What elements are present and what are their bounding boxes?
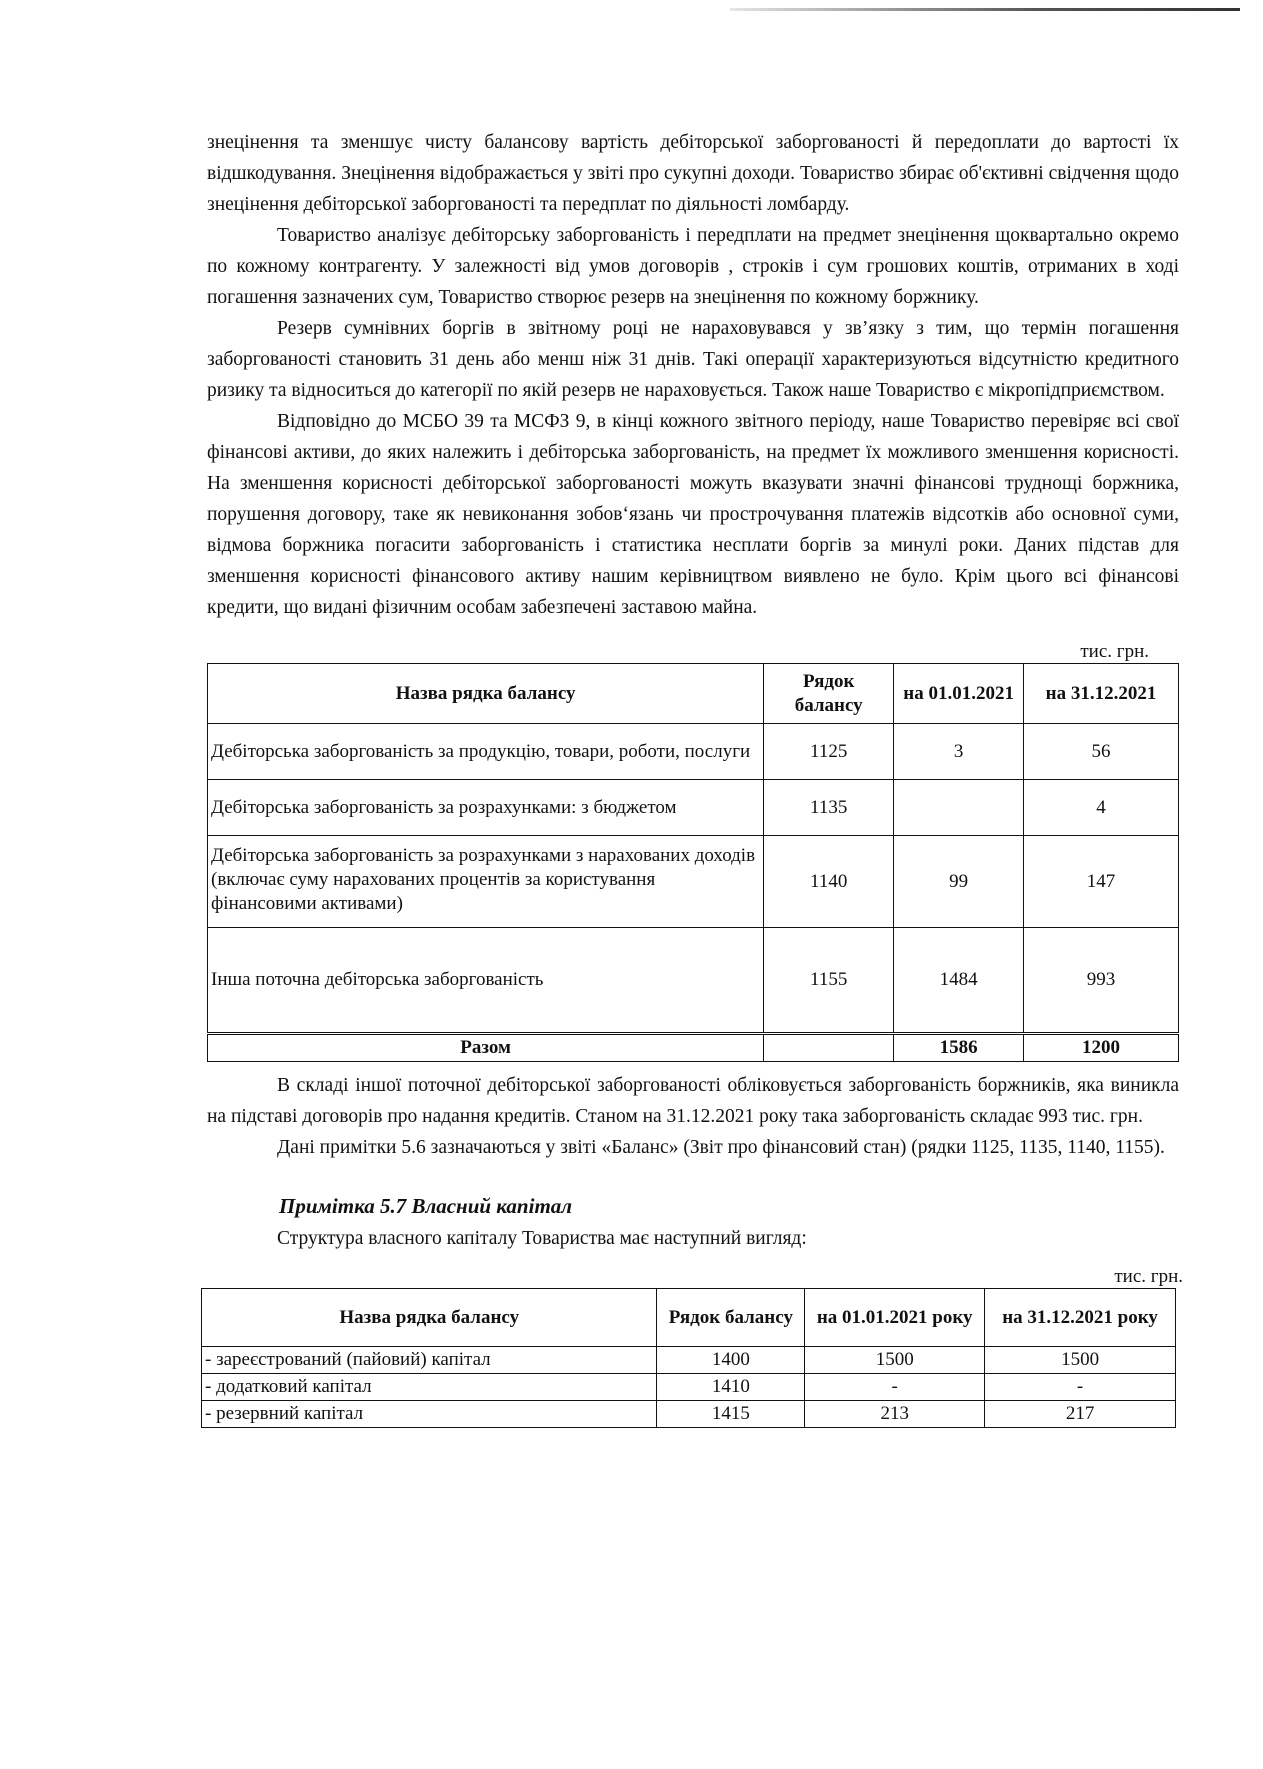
row-value-start: - xyxy=(805,1374,985,1401)
paragraph-5: В складі іншої поточної дебіторської заборгованості обліковується заборгованість боржників, яка виникла на підставі договорів про надання кредитів. Станом на 31.12.2021 року така заборгованість складає 993 тис. грн. xyxy=(207,1075,1179,1127)
total-label: Разом xyxy=(208,1034,764,1062)
total-code xyxy=(764,1034,894,1062)
row-value-end: 217 xyxy=(985,1401,1176,1428)
row-name: Дебіторська заборгованість за продукцію, товари, роботи, послуги xyxy=(208,724,764,780)
paragraph-2: Товариство аналізує дебіторську заборгованість і передплати на предмет знецінення щоквартально окремо по кожному контрагенту. У залежності від умов договорів , строків і сум грошових коштів, отриманих в ході погашення зазначених сум, Товариство створює резерв на знецінення по кожному боржнику. xyxy=(207,225,1179,308)
paragraph-1: знецінення та зменшує чисту балансову вартість дебіторської заборгованості й передоплати до вартості їх відшкодування. Знецінення відображається у звіті про сукупні доходи. Товариство збирає об'єктивні свідчення щодо знецінення дебіторської заборгованості та передплат по діяльності ломбарду. xyxy=(207,132,1179,215)
row-value-start: 213 xyxy=(805,1401,985,1428)
table-row xyxy=(208,928,1179,1034)
scan-edge-line xyxy=(730,8,1240,11)
paragraph-3: Резерв сумнівних боргів в звітному році не нараховувався у зв’язку з тим, що термін погашення заборгованості становить 31 день або менш ніж 31 днів. Такі операції характеризуються відсутністю кредитного ризику та відноситься до категорії по якій резерв не нараховується. Також наше Товариство є мікропідприємством. xyxy=(207,318,1179,401)
table-row xyxy=(208,836,1179,928)
row-code: 1125 xyxy=(764,724,894,780)
note-intro: Структура власного капіталу Товариства має наступний вигляд: xyxy=(277,1228,807,1249)
row-name: Дебіторська заборгованість за розрахунками з нарахованих доходів (включає суму нарахованих процентів за користування фінансовими активами) xyxy=(208,836,764,928)
table-row xyxy=(202,1374,1176,1401)
equity-table xyxy=(201,1288,1176,1428)
paragraph-6: Дані примітки 5.6 зазначаються у звіті «Баланс» (Звіт про фінансовий стан) (рядки 1125, 1135, 1140, 1155). xyxy=(277,1137,1165,1158)
row-value-end: 993 xyxy=(1024,928,1179,1034)
row-value-start: 1484 xyxy=(894,928,1024,1034)
table2-unit: тис. грн. xyxy=(1114,1266,1183,1287)
table-row xyxy=(202,1347,1176,1374)
row-value-end: - xyxy=(985,1374,1176,1401)
row-code: 1140 xyxy=(764,836,894,928)
table-header-row xyxy=(208,664,1179,724)
header-code: Рядок балансу xyxy=(764,664,894,724)
row-value-start: 3 xyxy=(894,724,1024,780)
row-code: 1155 xyxy=(764,928,894,1034)
row-code: 1415 xyxy=(657,1401,805,1428)
table-row xyxy=(208,724,1179,780)
table1-unit: тис. грн. xyxy=(1080,641,1149,662)
header-code: Рядок балансу xyxy=(657,1289,805,1347)
header-end: на 31.12.2021 року xyxy=(985,1289,1176,1347)
row-value-start: 1500 xyxy=(805,1347,985,1374)
row-name: - резервний капітал xyxy=(202,1401,657,1428)
header-name: Назва рядка балансу xyxy=(208,664,764,724)
receivables-table xyxy=(207,663,1179,1062)
header-end: на 31.12.2021 xyxy=(1024,664,1179,724)
table-row xyxy=(202,1401,1176,1428)
header-start: на 01.01.2021 xyxy=(894,664,1024,724)
table-total-row xyxy=(208,1034,1179,1062)
row-code: 1410 xyxy=(657,1374,805,1401)
row-value-start: 99 xyxy=(894,836,1024,928)
note-title: Примітка 5.7 Власний капітал xyxy=(279,1194,573,1218)
row-code: 1400 xyxy=(657,1347,805,1374)
row-value-end: 56 xyxy=(1024,724,1179,780)
total-value-end: 1200 xyxy=(1024,1034,1179,1062)
row-code: 1135 xyxy=(764,780,894,836)
header-name: Назва рядка балансу xyxy=(202,1289,657,1347)
document-page xyxy=(205,127,1183,1428)
paragraph-4: Відповідно до МСБО 39 та МСФЗ 9, в кінці кожного звітного періоду, наше Товариство перевіряє всі свої фінансові активи, до яких належить і дебіторська заборгованість, на предмет їх можливого зменшення корисності. На зменшення корисності дебіторської заборгованості можуть вказувати значні фінансові труднощі боржника, порушення договору, таке як невиконання зобов‘язань чи прострочування платежів відсотків або основної суми, відмова боржника погасити заборгованість і статистика несплати боргів за минулі роки. Даних підстав для зменшення корисності фінансового активу нашим керівництвом виявлено не було. Крім цього всі фінансові кредити, що видані фізичним особам забезпечені заставою майна. xyxy=(207,411,1179,618)
table-row xyxy=(208,780,1179,836)
total-value-start: 1586 xyxy=(894,1034,1024,1062)
row-value-start xyxy=(894,780,1024,836)
row-value-end: 147 xyxy=(1024,836,1179,928)
row-name: Інша поточна дебіторська заборгованість xyxy=(208,928,764,1034)
row-name: - додатковий капітал xyxy=(202,1374,657,1401)
row-name: - зареєстрований (пайовий) капітал xyxy=(202,1347,657,1374)
row-name: Дебіторська заборгованість за розрахунками: з бюджетом xyxy=(208,780,764,836)
row-value-end: 4 xyxy=(1024,780,1179,836)
row-value-end: 1500 xyxy=(985,1347,1176,1374)
header-start: на 01.01.2021 року xyxy=(805,1289,985,1347)
table-header-row xyxy=(202,1289,1176,1347)
